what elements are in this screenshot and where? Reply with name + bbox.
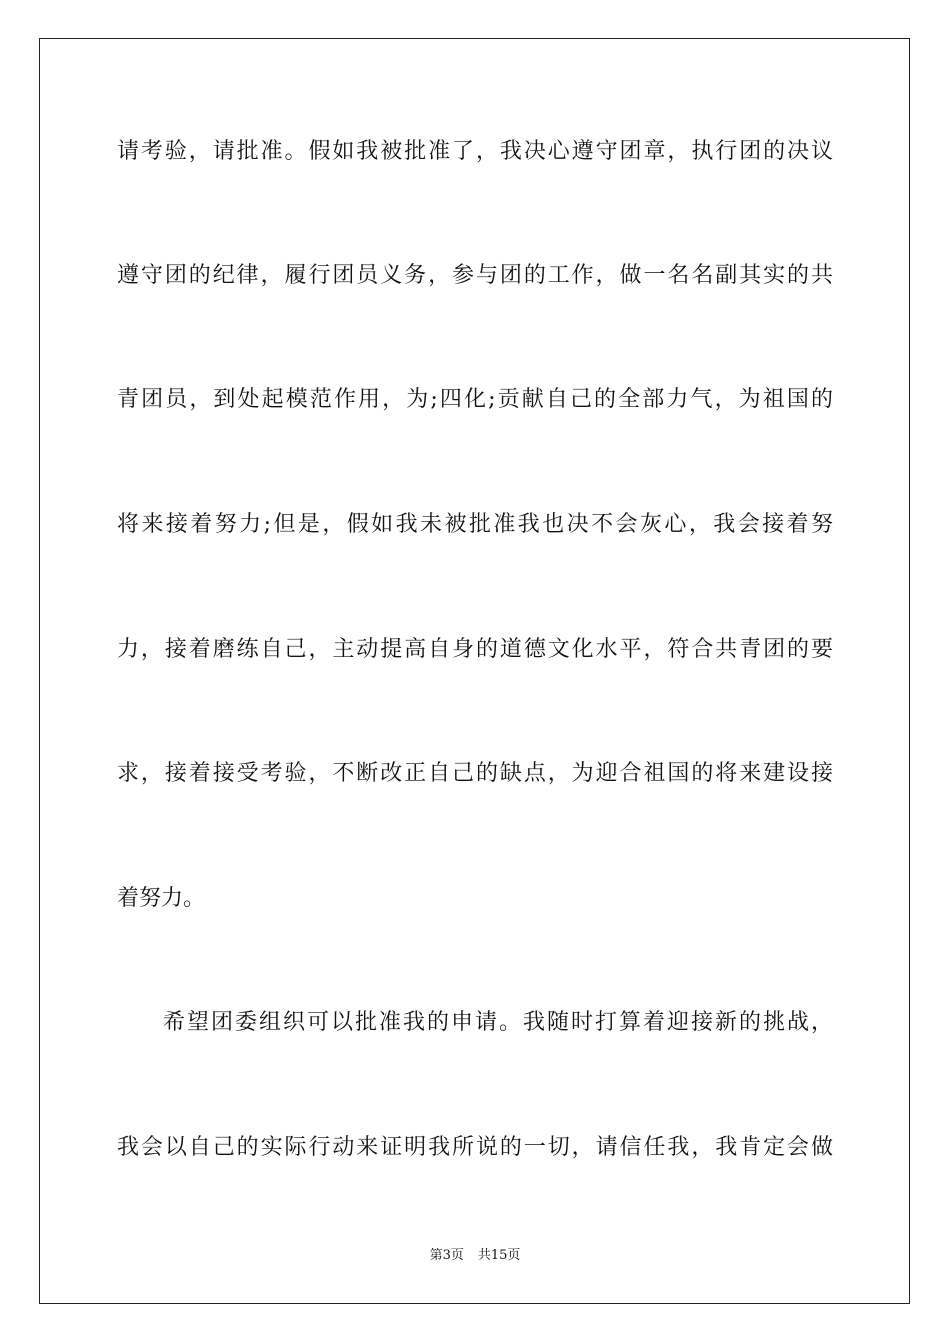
page-footer [0,1246,950,1266]
text-line-2: 遵守团的纪律，履行团员义务，参与团的工作，做一名名副其实的共 [117,263,833,288]
text-line-4: 将来接着努力;但是，假如我未被批准我也决不会灰心，我会接着努 [117,512,833,537]
text-line-6: 求，接着接受考验，不断改正自己的缺点，为迎合祖国的将来建设接 [117,761,833,786]
page-number: 第3页 [429,1248,464,1263]
text-line-5: 力，接着磨练自己，主动提高自身的道德文化水平，符合共青团的要 [117,637,833,662]
text-line-3: 青团员，到处起模范作用，为;四化;贡献自己的全部力气，为祖国的 [117,387,833,412]
page-total: 共15页 [477,1248,521,1263]
text-line-8: 希望团委组织可以批准我的申请。我随时打算着迎接新的挑战， [163,1010,833,1035]
text-line-7: 着努力。 [117,886,206,911]
page-border [39,38,910,1304]
text-line-1: 请考验，请批准。假如我被批准了，我决心遵守团章，执行团的决议 [117,139,833,164]
text-line-9: 我会以自己的实际行动来证明我所说的一切，请信任我，我肯定会做 [117,1135,833,1160]
